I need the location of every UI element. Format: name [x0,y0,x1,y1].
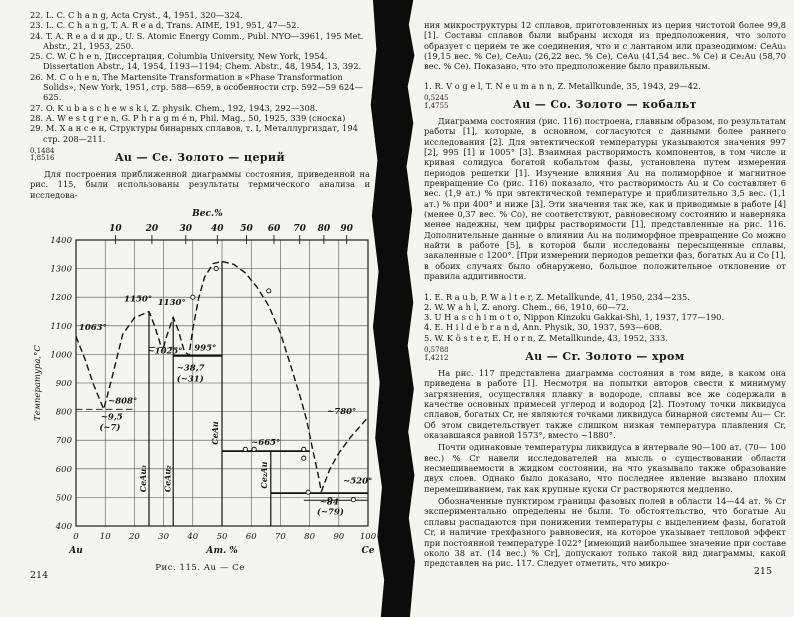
reference-item: 25. C. W. C h e n, Диссертация, Columbia University, New York, 1954. Dissertation Abstr., 14, 1954, 1193—1194; Chem. Abstr., 48, 1954, 13, 392. [30,51,362,72]
svg-text:30: 30 [158,531,170,542]
reference-item: 29. М. Х а н с е н, Структуры бинарных сплавов, т. I, Металлургиздат, 194 стр. 208—211. [30,123,358,144]
data-point-marker [252,447,256,451]
svg-text:~9,5: ~9,5 [100,412,123,423]
svg-text:70: 70 [274,531,286,542]
svg-text:1300: 1300 [50,264,72,275]
svg-text:CeAu: CeAu [210,421,221,445]
figure-caption: Рис. 115. Au — Ce [155,562,245,573]
svg-text:10: 10 [99,531,111,542]
svg-text:100: 100 [359,531,377,542]
margin-fraction-au-cr [424,347,449,362]
svg-text:~665°: ~665° [251,437,281,448]
svg-text:70: 70 [293,223,306,234]
svg-text:400: 400 [55,521,72,532]
svg-text:40: 40 [211,223,224,234]
svg-text:Температура,°C: Температура,°C [33,345,43,421]
svg-text:~808°: ~808° [108,396,138,407]
svg-text:500: 500 [55,493,72,504]
paragraph: Почти одинаковые температуры ликвидуса в интервале 90—100 ат. (70— 100 вес.) % Cr навели исследователей на мысль о существовании области несмешиваемости в жидком состоянии, на что указывало также образование двух слоев. Однако было доказано, что последнее явление вызвано плохим перемешиванием, так как крупные куски Cr растворяются медленно. [424,442,786,494]
page-number-left: 214 [30,570,49,581]
svg-text:1063°: 1063° [78,322,107,333]
svg-text:50: 50 [240,223,253,234]
svg-text:30: 30 [179,223,193,234]
fraction-top: 0,1484 [30,146,55,155]
reference-item: 28. A. W e s t g r e n, G. P h r a g m é n, Phil. Mag., 50, 1925, 339 (сноска) [30,112,346,123]
svg-text:900: 900 [55,378,72,389]
fraction-bottom: 1̄,4755 [424,101,449,110]
reference-item: 22. L. C. C h a n g, Acta Cryst., 4, 1951, 320—324. [30,10,243,20]
svg-text:Вес.%: Вес.% [192,208,223,219]
right-page [424,20,786,577]
svg-text:Ат. %: Ат. % [206,545,238,556]
paragraph: На рис. 117 представлена диаграмма состояния в том виде, в каком она приведена в работе [1]. Несмотря на попытки авторов свести к минимуму загрязнения, осуществляя плавку в водороде, сплавы все же содержали в качестве основных примесей углерод и водород [2]. Поэтому точки ликвидуса сплавов, богатых Cr, не являются точками ликвидуса бинарной системы Au— Cr. Об этом свидетельствует также слишком низкая температура плавления Cr, оказавшаяся равной 1573°, вместо ~1880°. [424,368,786,441]
au-cr-paragraphs [424,368,786,569]
section-head-au-co [424,94,786,112]
reference-list-au-co [424,292,786,343]
svg-text:CeAu₃: CeAu₃ [138,465,149,493]
reference-item: 26. M. C o h e n, The Martensite Transformation в «Phase Transformation Solids», New York, 1951, стр. 588—659, в особенности стр. 592—59 624—625. [30,71,363,103]
fraction-bottom: 1̄,4212 [424,353,449,362]
svg-text:800: 800 [55,407,72,418]
reference-item: 2. W. W a h l, Z. anorg. Chem., 66, 1910, 60—72. [424,301,629,312]
svg-text:~780°: ~780° [327,406,357,417]
data-point-marker [191,295,195,299]
svg-text:60: 60 [245,531,257,542]
svg-text:1100: 1100 [50,321,72,332]
fraction-top: 0,5788 [424,346,449,354]
svg-text:60: 60 [267,223,281,234]
data-point-marker [302,447,306,451]
svg-text:Au: Au [69,545,83,556]
svg-text:1150°: 1150° [124,294,153,305]
reference-item: 5. W. K ö s t e r, E. H o r n, Z. Metallkunde, 43, 1952, 333. [424,332,668,343]
svg-text:700: 700 [55,436,72,447]
svg-text:1400: 1400 [50,235,72,246]
svg-text:Ce₂Au: Ce₂Au [259,461,269,489]
svg-text:1200: 1200 [50,293,72,304]
reference-item: 4. E. H i l d e b r a n d, Ann. Physik, 30, 1937, 593—608. [424,322,663,333]
section-head-au-ce [30,146,370,164]
margin-fraction-au-ce [30,148,55,163]
intro-paragraph: Для построения приближенной диаграммы состояния, приведенной на рис. 115, были использованы результаты термического анализа и исследова- [30,168,370,200]
reference-item: 24. T. A. R e a d и др., U. S. Atomic Energy Comm., Publ. NYO—3961, 195 Met. Abstr., 21, 1953, 250. [30,30,364,51]
svg-text:1130°: 1130° [157,298,186,309]
paragraph: Обозначенные пунктиром границы фазовых полей в области 14—44 ат. % Cr экспериментально определены не были. То обстоятельство, что богатые Au сплавы распадаются при понижении температуры с выделением фазы, богатой Cr, и наличие трехфазного равновесия, на которое указывает тепловой эффект при постоянной температуре 1022° [имеющий наибольшее значение при составе около 38 ат. (14 вес.) % Cr], допускают только такой вид диаграммы, какой представлен на рис. 117. Следует отметить, что микро- [424,496,786,569]
svg-text:(~79): (~79) [316,507,344,518]
reference-vogel [424,81,786,91]
svg-text:995°: 995° [194,343,217,354]
svg-text:10: 10 [109,223,122,234]
svg-text:80: 80 [317,223,331,234]
svg-text:80: 80 [304,531,316,542]
svg-text:~1025°: ~1025° [147,346,183,357]
svg-text:600: 600 [55,464,72,475]
svg-text:20: 20 [128,531,140,542]
svg-text:Ce: Ce [361,545,375,556]
reference-list-au-ce [30,10,370,144]
svg-text:20: 20 [145,223,159,234]
svg-text:~520°: ~520° [343,476,373,487]
reference-item: 1. E. R a u b, P. W a l t e r, Z. Metallkunde, 41, 1950, 234—235. [424,291,690,302]
svg-text:90: 90 [340,223,353,234]
svg-text:(~31): (~31) [176,374,204,385]
svg-text:~84: ~84 [319,497,339,508]
phase-diagram-au-ce [30,204,382,560]
left-page [30,10,377,581]
fraction-bottom: 1̄,8516 [30,154,55,163]
margin-fraction-au-co [424,95,449,110]
section-heading-au-cr: Au — Cr. Золото — хром [525,350,685,363]
svg-text:40: 40 [187,531,199,542]
section-heading-au-co: Au — Co. Золото — кобальт [513,98,697,112]
data-point-marker [267,289,271,293]
svg-text:90: 90 [333,531,345,542]
svg-text:0: 0 [73,531,79,542]
page-number-right: 215 [753,566,772,577]
data-point-marker [214,266,218,270]
svg-text:50: 50 [216,531,228,542]
data-point-marker [306,490,310,494]
svg-text:~38,7: ~38,7 [176,363,205,374]
svg-text:CeAu₂: CeAu₂ [162,465,173,493]
au-co-paragraph: Диаграмма состояния (рис. 116) построена, главным образом, по результатам работы [1], которые, в основном, согласуются с данными более раннего исследования [2]. Для эвтектической температуры указываются значения 997 [2], 995 [1] и 1005° [3]. Взаимная растворимость компонентов, в том числе и кривая солидуса богатой кобальтом фазы, установлена путем измерения периодов решетки [1]. Изучение влияния Au на полиморфное и магнитное превращение Co (рис. 116) показало, что растворимость Au и Co составляет 6 вес. (1,9 ат.) % при эвтектической температуре и приблизительно 3,5 вес. (1,1 ат.) % при 400° и ниже [3]. Эти значения так же, как и приводимые в работе [4] (менее 0,37 вес. % Co), не соответствуют, равновесному состоянию и наверняка менее надежны, чем цифры растворимости [1], представленные на рис. 116. Дополнительные данные о влиянии Au на полиморфное превращение Co можно найти в работе [5], в которой были исследованы пересыщенные сплавы, закаленные с 1200°. [При измерении периодов решетки фаз, богатых Au и Co [1], в обоих случаях было обнаружено, большое положительное отклонение от правила аддитивности. [424,116,786,282]
section-head-au-cr [424,346,786,363]
section-heading-au-ce: Au — Ce. Золото — церий [114,150,286,164]
reference-item: 1. R. V o g e l, T. N e u m a n n, Z. Metallkunde, 35, 1943, 29—42. [424,80,701,91]
continuation-paragraph: ния микроструктуры 12 сплавов, приготовленных из церия чистотой более 99,8 [1]. Составы сплавов были выбраны исходя из предположения, что золото образует с церием те же соединения, что и с лантаном или празеодимом: CeAu₃ (19,15 вес. % Ce), CeAu₂ (26,22 вес. % Ce), CeAu (41,54 вес. % Ce) и Ce₂Au (58,70 вес. % Ce). Показано, что это предположение было правильным. [424,20,786,72]
data-point-marker [302,456,306,460]
reference-item: 23. L. C. C h a n g, T. A. R e a d, Trans. AIME, 191, 951, 47—52. [30,20,300,31]
data-point-marker [243,447,247,451]
svg-text:(~7): (~7) [99,423,121,434]
reference-item: 3. U H a s c h i m o t o, Nippon Kinzoku Gakkai-Shi, 1, 1937, 177—190. [424,312,725,323]
svg-text:1000: 1000 [50,350,72,361]
data-point-marker [351,497,355,501]
fraction-top: 0,5245 [424,94,449,103]
reference-item: 27. O. K u b a s c h e w s k i, Z. physik. Chem., 192, 1943, 292—308. [30,102,318,113]
